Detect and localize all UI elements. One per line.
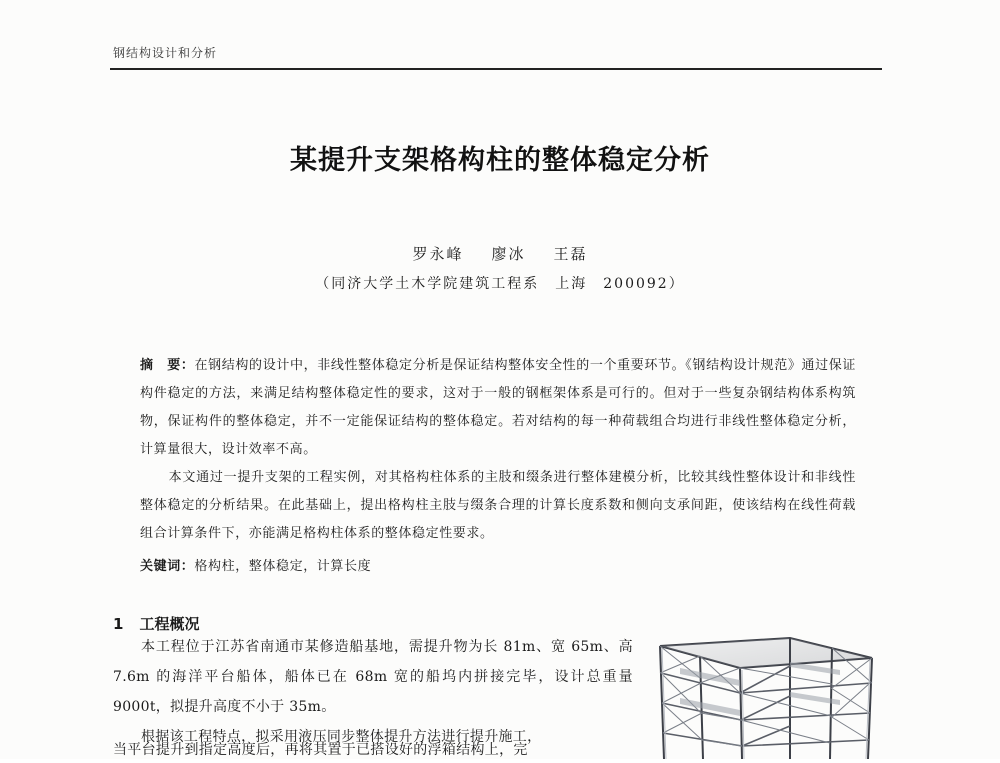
keywords-label: 关键词：: [140, 559, 195, 574]
abstract-paragraph: [140, 352, 856, 464]
body-paragraph: 本工程位于江苏省南通市某修造船基地，需提升物为长 81m、宽 65m、高 7.6m 的海洋平台船体，船体已在 68m 宽的船坞内拼接完毕，设计总重量 9000t，拟提升高度不小于 35m。: [113, 639, 633, 715]
section-number: 1: [113, 615, 124, 633]
abstract-label: 摘 要：: [140, 358, 195, 373]
author-name: 王磊: [553, 245, 588, 263]
abstract-paragraph: 本文通过一提升支架的工程实例，对其格构柱体系的主肢和缀条进行整体建模分析，比较其线性整体设计和非线性整体稳定的分析结果。在此基础上，提出格构柱主肢与缀条合理的计算长度系数和侧向支承间距，使该结构在线性荷载组合计算条件下，亦能满足格构柱体系的整体稳定性要求。: [140, 470, 856, 541]
keywords-line: [140, 555, 371, 574]
lattice-tower-3d-model-icon: [640, 628, 885, 759]
section-title: 工程概况: [139, 615, 200, 633]
author-name: 廖冰: [491, 245, 526, 263]
cut-off-line: [113, 741, 633, 759]
section-body: [113, 632, 633, 752]
abstract-text: 在钢结构的设计中，非线性整体稳定分析是保证结构整体安全性的一个重要环节。《钢结构设计规范》通过保证构件稳定的方法，来满足结构整体稳定性的要求，这对于一般的钢框架体系是可行的。但对于一些复杂钢结构体系构筑物，保证构件的整体稳定，并不一定能保证结构的整体稳定。若对结构的每一种荷载组合均进行非线性整体稳定分析，计算量很大，设计效率不高。: [140, 358, 856, 457]
section-heading: [113, 613, 199, 634]
abstract-block: [140, 352, 856, 548]
header-rule: [110, 68, 882, 70]
author-name: 罗永峰: [412, 245, 464, 263]
running-head: 钢结构设计和分析: [113, 46, 218, 60]
paper-title: 某提升支架格构柱的整体稳定分析: [290, 145, 710, 176]
author-list: [0, 243, 1000, 264]
lattice-tower-figure: [640, 628, 885, 759]
body-paragraph: 根据该工程特点，拟采用液压同步整体提升方法进行提升施工，: [141, 729, 542, 745]
keywords-value: 格构柱，整体稳定，计算长度: [194, 559, 372, 574]
body-paragraph-cut: 当平台提升到指定高度后，再将其置于已搭设好的浮箱结构上，完: [113, 742, 528, 758]
author-affiliation: （同济大学土木学院建筑工程系 上海 200092）: [315, 276, 685, 292]
